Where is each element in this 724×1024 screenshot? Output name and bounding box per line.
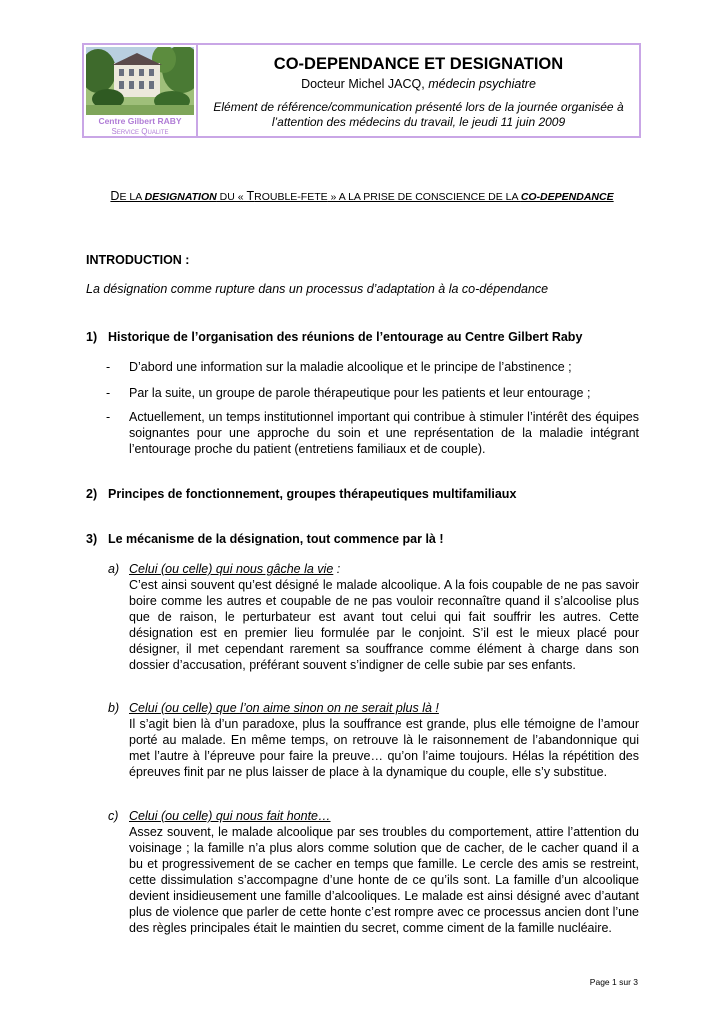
document-header <box>82 43 641 138</box>
subsection-text: Il s’agit bien là d’un paradoxe, plus la souffrance est grande, plus elle témoigne de l’amour porté au malade. En même temps, on retrouve là le raisonnement de l’abandonnique qui met l’autre à l’épreuve pour faire la preuve… qu’on l’aime toujours. Hélas la répétition des épreuves finit par ne plus laisser de place à la dynamique du couple, elle s’y substitue. <box>129 717 639 779</box>
subsection-b <box>108 700 639 780</box>
section-number: 2) <box>86 487 98 501</box>
subsection-title: Celui (ou celle) qui nous fait honte… <box>129 809 331 823</box>
header-text <box>198 45 639 130</box>
document-subtitle <box>0 190 724 204</box>
subsection-text: Assez souvent, le malade alcoolique par ses troubles du comportement, attire l’attention du voisinage ; la famille n’a plus alors comme solution que de cacher, de le cacher quand il a bu et progressivement de se cacher en temps que famille. Le cercle des amis se restreint, cette dissimulation s’accompagne d’une honte de ce qu’ils sont. La famille d’un alcoolique devient insidieusement une famille d’alcooliques. Le malade est ainsi désigné avec d’autant plus de violence que parler de cette honte c’est rompre avec ce processus ancien dont l’une des règles principales était le maintien du secret, comme ciment de la famille nucléaire. <box>129 825 639 935</box>
subtitle-codependance: CO-DEPENDANCE <box>520 191 614 203</box>
page-number: Page 1 sur 3 <box>589 977 638 987</box>
subsection-label: b) <box>108 701 120 715</box>
subsection-label: a) <box>108 562 120 576</box>
subsection-c <box>108 808 639 936</box>
list-item <box>106 409 639 457</box>
list-item-text: D’abord une information sur la maladie alcoolique et le principe de l’abstinence ; <box>129 360 572 374</box>
bullet-dash: - <box>106 410 111 424</box>
service-label: Service Qualite <box>111 127 169 136</box>
section-number: 3) <box>86 532 98 546</box>
reference-line-1: Elément de référence/communication présenté lors de la journée organisée à <box>213 100 624 114</box>
logo-block <box>84 45 198 136</box>
subsection-title-tail: : <box>333 562 341 576</box>
subtitle-part-3: ROUBLE-FETE <box>254 191 328 203</box>
reference-line-2: l’attention des médecins du travail, le jeudi 11 juin 2009 <box>271 115 566 129</box>
section-3-heading <box>86 531 639 547</box>
introduction-heading: INTRODUCTION : <box>86 253 190 267</box>
subtitle-part-1: E LA <box>119 191 145 203</box>
section-1-heading <box>86 329 639 345</box>
author-line <box>198 76 639 92</box>
section-title: Historique de l’organisation des réunions de l’entourage au Centre Gilbert Raby <box>108 330 583 344</box>
list-item <box>106 359 639 375</box>
subsection-title: Celui (ou celle) qui nous gâche la vie <box>129 562 334 576</box>
bullet-dash: - <box>106 386 111 400</box>
subtitle-designation: DESIGNATION <box>144 191 217 203</box>
reference-note <box>198 100 639 130</box>
center-name: Centre Gilbert RABY <box>98 116 182 126</box>
list-item <box>106 385 639 401</box>
subsection-text: C’est ainsi souvent qu’est désigné le malade alcoolique. A la fois coupable de ne pas savoir boire comme les autres et coupable de ne pas vouloir reconnaître quand il s’alcoolise plus que de raison, le perturbateur est avant tout celui qui fait souffrir les autres. Cette désignation est en premier lieu formulée par le conjoint. S’il est le mieux placé pour désigner, il met cependant rarement sa souffrance comme élément à charge dans son dossier d’accusation, préférant souvent s’indigner de celle subie par ses enfants. <box>129 578 639 672</box>
section-number: 1) <box>86 330 98 344</box>
list-item-text: Par la suite, un groupe de parole thérapeutique pour les patients et leur entourage ; <box>129 386 591 400</box>
subsection-label: c) <box>108 809 119 823</box>
list-item-text: Actuellement, un temps institutionnel important qui contribue à stimuler l’intérêt des équipes soignantes pour une approche du soin et une représentation de la maladie intégrant l’entourage proche du patient (entretiens familiaux et de couple). <box>129 410 639 456</box>
section-title: Le mécanisme de la désignation, tout commence par là ! <box>108 532 444 546</box>
subtitle-cap-1: D <box>110 189 120 203</box>
document-title: CO-DEPENDANCE ET DESIGNATION <box>273 55 564 73</box>
subsection-title: Celui (ou celle) que l’on aime sinon on ne serait plus là ! <box>129 701 439 715</box>
subsection-a <box>108 561 639 673</box>
introduction-subtitle: La désignation comme rupture dans un processus d’adaptation à la co-dépendance <box>86 282 549 296</box>
section-2-heading <box>86 486 639 502</box>
center-photo <box>86 47 194 115</box>
author-role: médecin psychiatre <box>428 77 536 91</box>
subtitle-cap-2: T <box>246 189 255 203</box>
bullet-dash: - <box>106 360 111 374</box>
author-name: Docteur Michel JACQ, <box>301 77 425 91</box>
subtitle-part-2: DU « <box>216 191 247 203</box>
subtitle-part-4: » A LA PRISE DE CONSCIENCE DE LA <box>327 191 521 203</box>
section-title: Principes de fonctionnement, groupes thérapeutiques multifamiliaux <box>108 487 517 501</box>
